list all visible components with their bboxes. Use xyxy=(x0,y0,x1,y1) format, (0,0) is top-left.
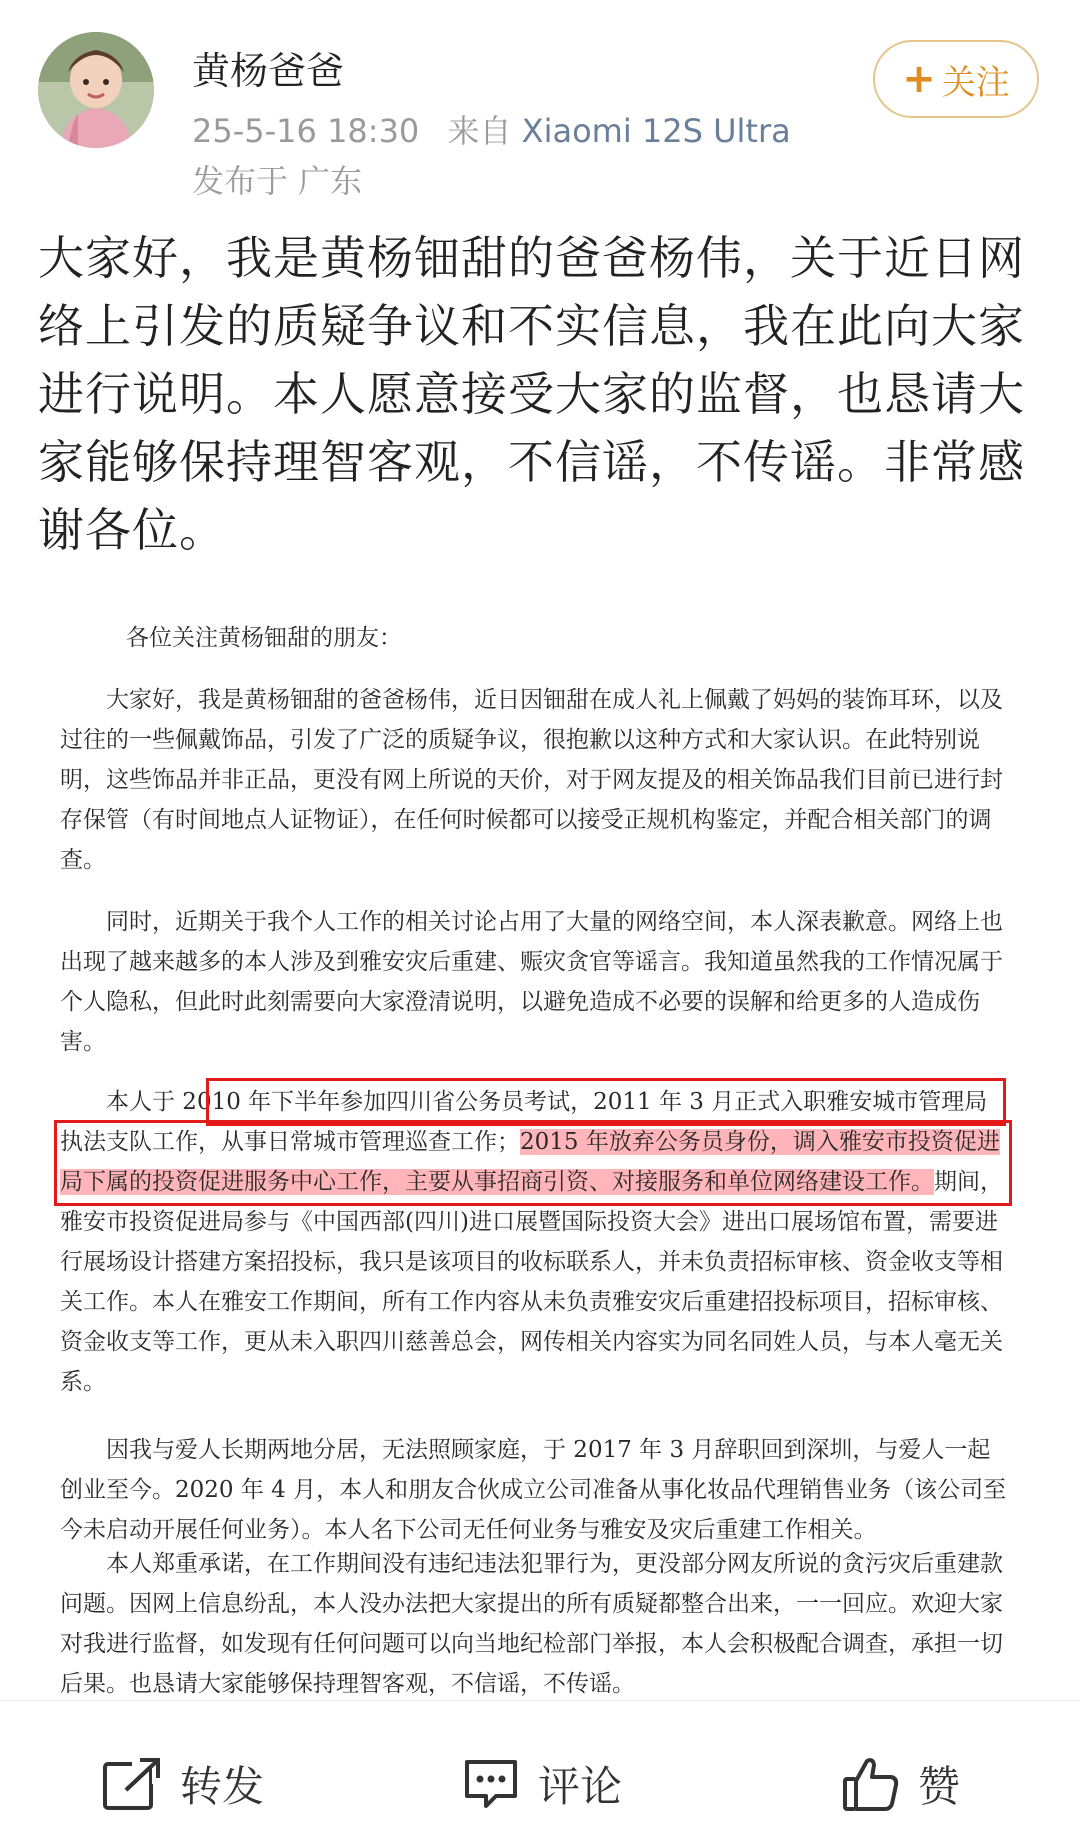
source-prefix: 来自 xyxy=(447,112,512,150)
device-source[interactable]: Xiaomi 12S Ultra xyxy=(521,112,791,150)
statement-paragraph-1: 大家好，我是黄杨钿甜的爸爸杨伟，近日因钿甜在成人礼上佩戴了妈妈的装饰耳环，以及过往的一些佩戴饰品，引发了广泛的质疑争议，很抱歉以这种方式和大家认识。在此特别说明，这些饰品并非正品，更没有网上所说的天价，对于网友提及的相关饰品我们目前已进行封存保管（有时间地点人证物证），在任何时候都可以接受正规机构鉴定，并配合相关部门的调查。 xyxy=(60,687,1003,873)
divider xyxy=(0,1700,1080,1701)
statement-paragraph-2: 同时，近期关于我个人工作的相关讨论占用了大量的网络空间，本人深表歉意。网络上也出现了越来越多的本人涉及到雅安灾后重建、赈灾贪官等谣言。我知道虽然我的工作情况属于个人隐私，但此时此刻需要向大家澄清说明，以避免造成不必要的误解和给更多的人造成伤害。 xyxy=(60,909,1003,1055)
avatar-image xyxy=(38,32,154,148)
repost-button[interactable] xyxy=(102,1752,264,1816)
boxed-text: 本人在雅安工作期间，所有工作内容从未负责雅安灾后重建招投标项目，招标审核、资金收支等工作，更从未入职四川慈善总会，网传相关内容实为同名同姓人员，与本人毫无关系。 xyxy=(60,1289,1003,1395)
like-button[interactable] xyxy=(842,1752,960,1816)
comment-icon xyxy=(462,1756,520,1812)
follow-label: 关注 xyxy=(941,62,1010,103)
paragraph-3-part-c: 期间，雅安市投资促进局参与《中国西部(四川)进口展暨国际投资大会》进出口展场馆布置，需要进行展场设计搭建方案招投标，我只是该项目的收标联系人，并未负责招标审核、资金收支等相关工作。 xyxy=(60,1169,1003,1315)
statement-paragraph-5: 本人郑重承诺，在工作期间没有违纪违法犯罪行为，更没部分网友所说的贪污灾后重建款问题。因网上信息纷乱，本人没办法把大家提出的所有质疑都整合出来，一一回应。欢迎大家对我进行监督，如发现有任何问题可以向当地纪检部门举报，本人会积极配合调查，承担一切后果。也恳请大家能够保持理智客观，不信谣，不传谣。 xyxy=(60,1551,1003,1697)
comment-button[interactable] xyxy=(462,1752,622,1816)
post-meta xyxy=(192,106,791,152)
paragraph-3-part-a: 本人于 2010 年下半年参加四川省公务员考试，2011 年 3 月正式入职雅安城市管理局执法支队工作，从事日常城市管理巡查工作； xyxy=(60,1089,988,1155)
comment-label: 评论 xyxy=(538,1762,623,1811)
post-text[interactable]: 大家好，我是黄杨钿甜的爸爸杨伟，关于近日网络上引发的质疑争议和不实信息，我在此向大家进行说明。本人愿意接受大家的监督，也恳请大家能够保持理智客观，不信谣，不传谣。非常感谢各位。 xyxy=(38,231,1025,557)
red-box-top xyxy=(206,1078,1006,1126)
follow-button[interactable] xyxy=(873,40,1039,118)
username[interactable]: 黄杨爸爸 xyxy=(192,49,345,93)
repost-label: 转发 xyxy=(180,1762,265,1811)
plus-icon: + xyxy=(902,56,936,102)
avatar[interactable] xyxy=(38,32,154,148)
post-location: 发布于 广东 xyxy=(192,162,363,200)
statement-greeting: 各位关注黄杨钿甜的朋友： xyxy=(126,625,402,651)
thumbs-up-icon xyxy=(842,1755,900,1813)
highlighted-text: 2015 年放弃公务员身份，调入雅安市投资促进局下属的投资促进服务中心工作，主要从事招商引资、对接服务和单位网络建设工作。 xyxy=(60,1129,1000,1195)
like-label: 赞 xyxy=(918,1762,961,1811)
statement-paragraph-4: 因我与爱人长期两地分居，无法照顾家庭，于 2017 年 3 月辞职回到深圳，与爱人一起创业至今。2020 年 4 月，本人和朋友合伙成立公司准备从事化妆品代理销售业务（该公司至今未启动开展任何业务）。本人名下公司无任何业务与雅安及灾后重建工作相关。 xyxy=(60,1437,1007,1543)
red-box-bottom xyxy=(54,1120,1012,1206)
repost-icon xyxy=(102,1756,162,1812)
post-timestamp: 25-5-16 18:30 xyxy=(192,112,420,150)
